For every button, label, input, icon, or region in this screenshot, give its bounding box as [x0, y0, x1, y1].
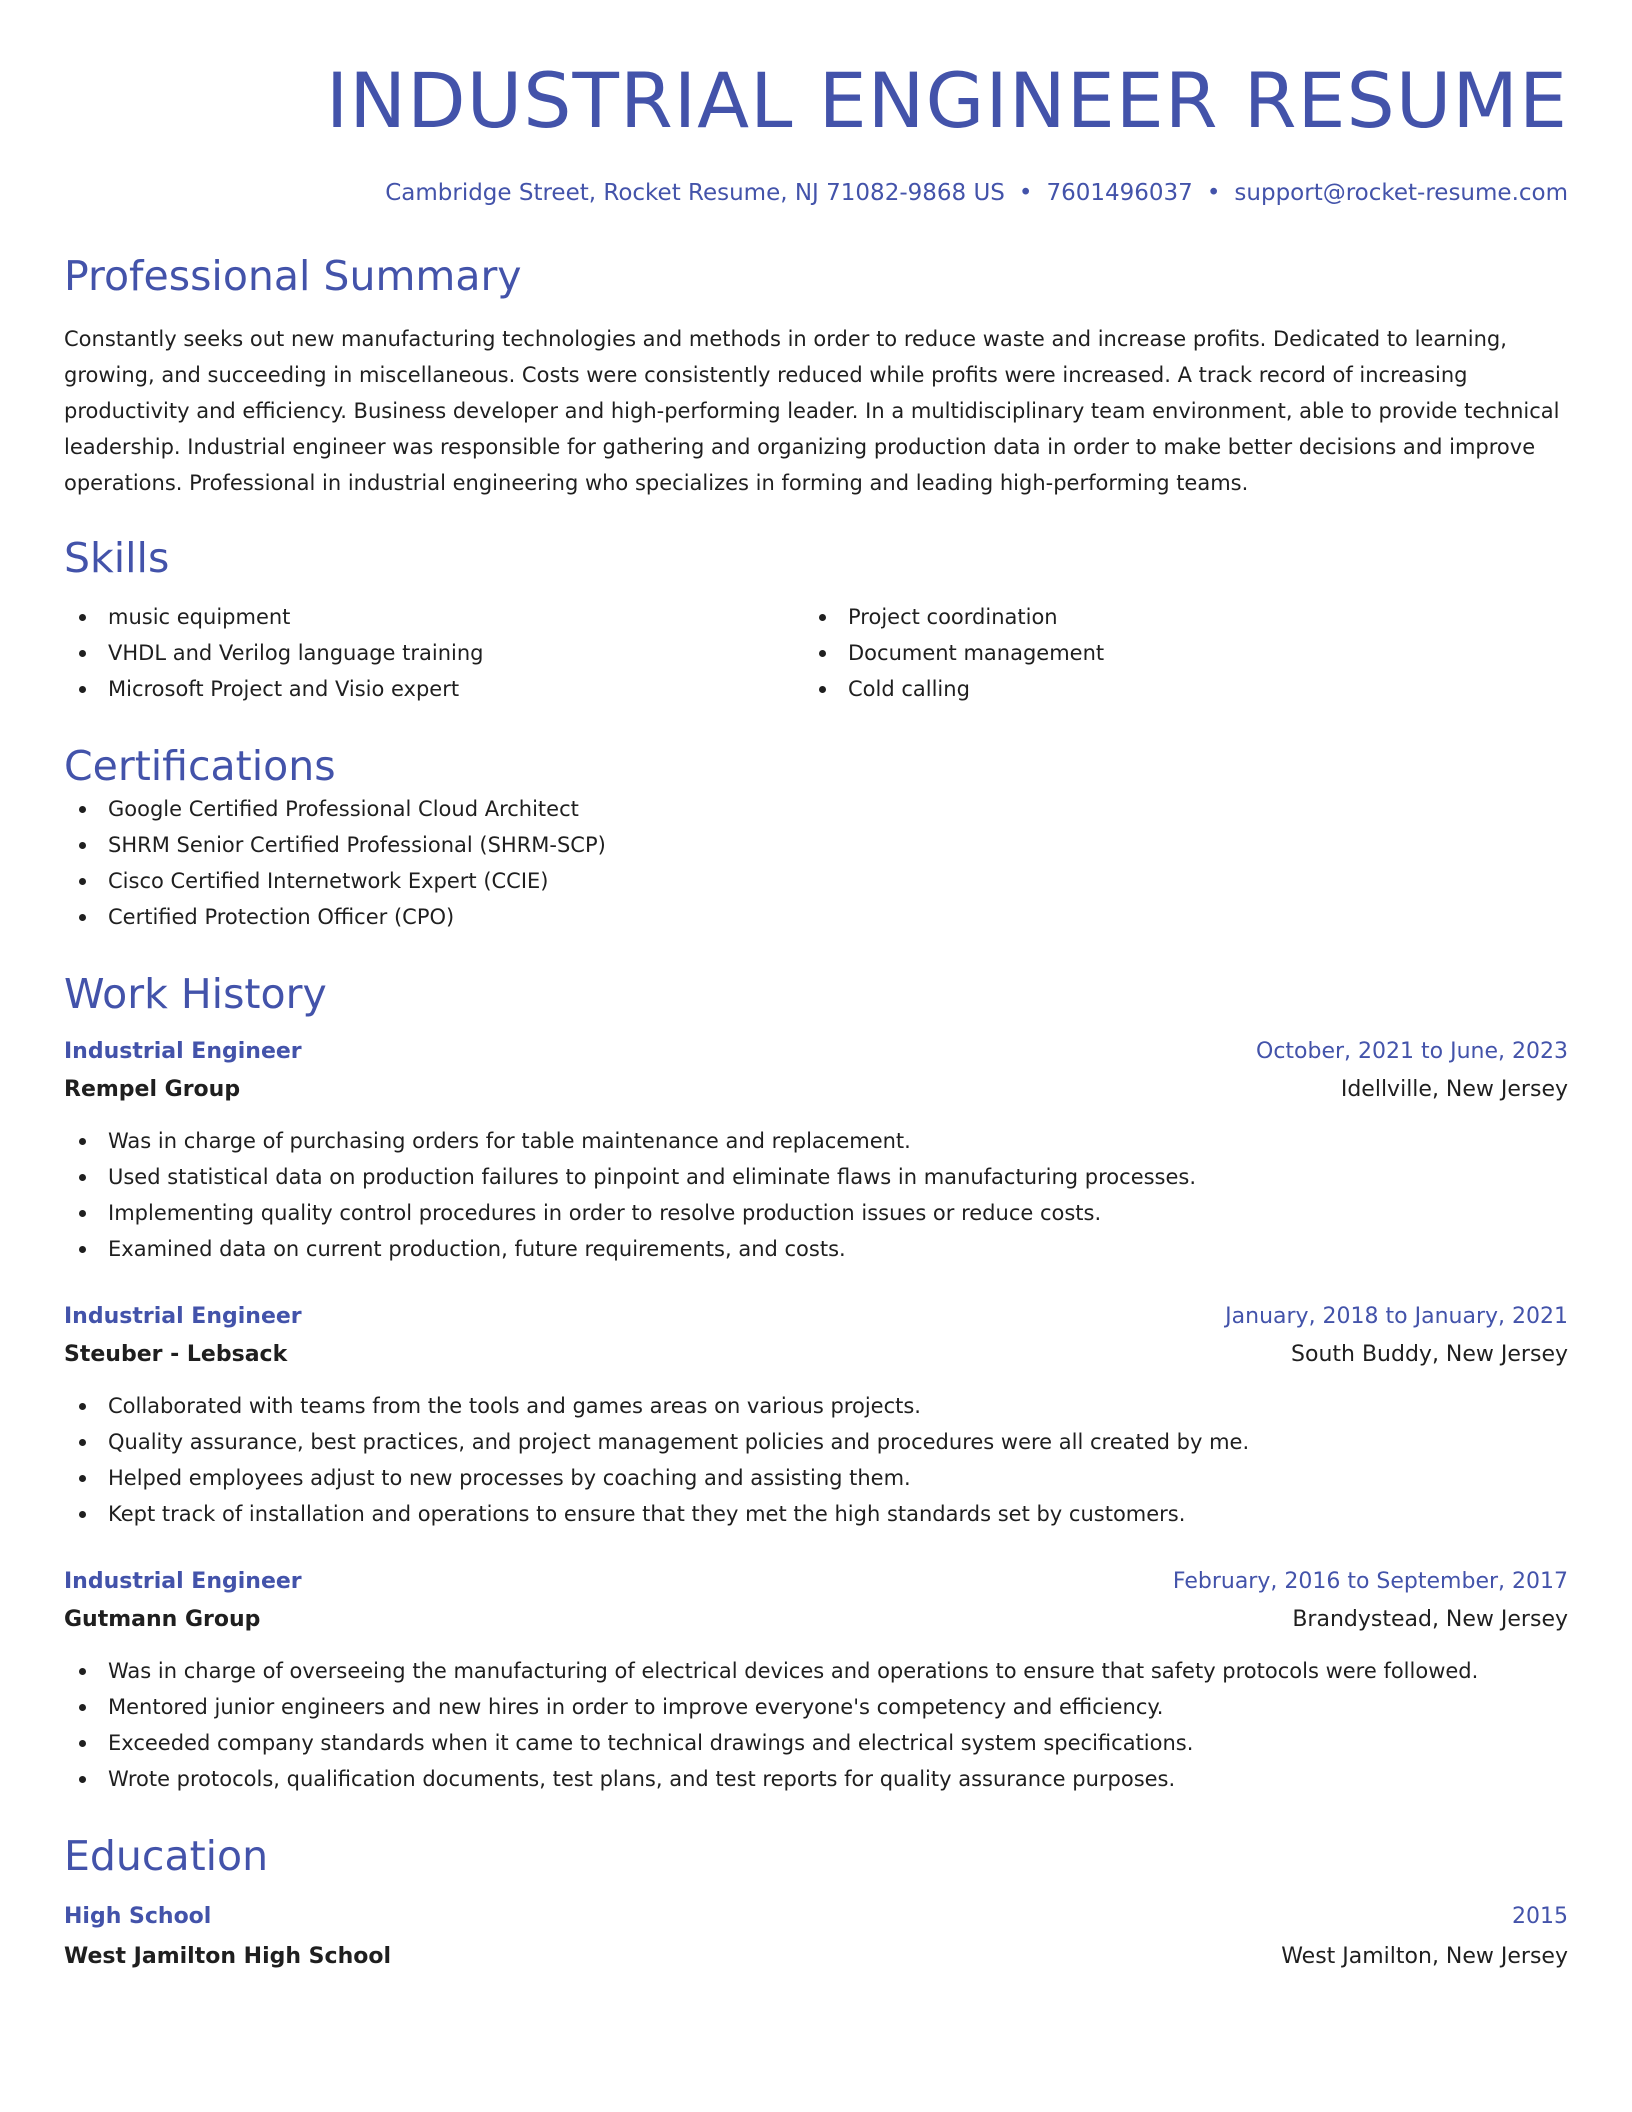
job-location: Brandystead, New Jersey — [1292, 1607, 1568, 1632]
skill-item: music equipment — [64, 599, 804, 635]
certification-item: Certified Protection Officer (CPO) — [64, 899, 1568, 935]
job-dates: January, 2018 to January, 2021 — [1225, 1304, 1568, 1329]
summary-heading: Professional Summary — [64, 252, 522, 300]
job-bullet: Used statistical data on production failures to pinpoint and eliminate flaws in manufacturing processes. — [64, 1159, 1568, 1195]
skill-item: VHDL and Verilog language training — [64, 635, 804, 671]
education-heading: Education — [64, 1832, 269, 1880]
resume-title: INDUSTRIAL ENGINEER RESUME — [325, 56, 1568, 145]
job-subheader — [64, 1071, 1568, 1109]
skill-item: Cold calling — [804, 671, 1544, 707]
job-location: Idellville, New Jersey — [1340, 1077, 1568, 1102]
job-bullet: Helped employees adjust to new processes by coaching and assisting them. — [64, 1460, 1568, 1496]
skills-column-left — [64, 599, 804, 707]
job-location: South Buddy, New Jersey — [1291, 1342, 1568, 1367]
job-dates: February, 2016 to September, 2017 — [1172, 1569, 1568, 1594]
contact-email[interactable]: support@rocket-resume.com — [1234, 180, 1568, 206]
job-dates: October, 2021 to June, 2023 — [1256, 1039, 1568, 1064]
education-location: West Jamilton, New Jersey — [1281, 1944, 1568, 1969]
education-subheader — [64, 1937, 1568, 1977]
job-company: Rempel Group — [64, 1077, 241, 1102]
skill-item: Document management — [804, 635, 1544, 671]
job-bullet: Mentored junior engineers and new hires in order to improve everyone's competency and efficiency. — [64, 1689, 1568, 1725]
contact-separator: • — [1018, 180, 1033, 206]
job-subheader — [64, 1336, 1568, 1374]
job-bullets — [64, 1123, 1568, 1267]
education-entry — [64, 1897, 1568, 1977]
certification-item: SHRM Senior Certified Professional (SHRM-SCP) — [64, 827, 1568, 863]
skills-heading: Skills — [64, 534, 170, 582]
work-history-heading: Work History — [64, 970, 327, 1018]
job-bullet: Implementing quality control procedures in order to resolve production issues or reduce costs. — [64, 1195, 1568, 1231]
job-entry — [64, 1298, 1568, 1532]
job-role: Industrial Engineer — [64, 1569, 302, 1594]
skill-item: Project coordination — [804, 599, 1544, 635]
job-bullet: Examined data on current production, future requirements, and costs. — [64, 1231, 1568, 1267]
job-bullet: Was in charge of purchasing orders for table maintenance and replacement. — [64, 1123, 1568, 1159]
certifications-heading: Certifications — [64, 742, 336, 790]
job-bullet: Exceeded company standards when it came to technical drawings and electrical system specifications. — [64, 1725, 1568, 1761]
job-role: Industrial Engineer — [64, 1039, 302, 1064]
job-bullet: Quality assurance, best practices, and project management policies and procedures were all created by me. — [64, 1424, 1568, 1460]
job-bullet: Wrote protocols, qualification documents, test plans, and test reports for quality assurance purposes. — [64, 1761, 1568, 1797]
job-entry — [64, 1563, 1568, 1797]
skills-list — [64, 599, 1568, 707]
job-entry — [64, 1033, 1568, 1267]
skill-item: Microsoft Project and Visio expert — [64, 671, 804, 707]
job-header — [64, 1298, 1568, 1336]
certification-item: Google Certified Professional Cloud Architect — [64, 791, 1568, 827]
contact-phone[interactable]: 7601496037 — [1046, 180, 1193, 206]
job-subheader — [64, 1601, 1568, 1639]
job-header — [64, 1563, 1568, 1601]
job-bullets — [64, 1388, 1568, 1532]
job-role: Industrial Engineer — [64, 1304, 302, 1329]
job-company: Steuber - Lebsack — [64, 1342, 288, 1367]
contact-address: Cambridge Street, Rocket Resume, NJ 71082-9868 US — [385, 180, 1005, 206]
contact-separator: • — [1206, 180, 1221, 206]
job-bullet: Kept track of installation and operations to ensure that they met the high standards set by customers. — [64, 1496, 1568, 1532]
education-year: 2015 — [1512, 1904, 1568, 1929]
contact-line — [64, 178, 1568, 208]
certifications-list — [64, 791, 1568, 935]
summary-text: Constantly seeks out new manufacturing technologies and methods in order to reduce waste and increase profits. Dedicated to learning, growing, and succeeding in miscellaneous. Costs were consistently reduced while profits were increased. A track record of increasing productivity and efficiency. Business developer and high-performing leader. In a multidisciplinary team environment, able to provide technical leadership. Industrial engineer was responsible for gathering and organizing production data in order to make better decisions and improve operations. Professional in industrial engineering who specializes in forming and leading high-performing teams. — [64, 327, 1560, 495]
job-bullets — [64, 1653, 1568, 1797]
education-school: West Jamilton High School — [64, 1944, 392, 1969]
certification-item: Cisco Certified Internetwork Expert (CCIE) — [64, 863, 1568, 899]
job-company: Gutmann Group — [64, 1607, 261, 1632]
education-degree: High School — [64, 1904, 212, 1929]
job-bullet: Was in charge of overseeing the manufacturing of electrical devices and operations to ensure that safety protocols were followed. — [64, 1653, 1568, 1689]
education-header — [64, 1897, 1568, 1937]
skills-column-right — [804, 599, 1544, 707]
job-bullet: Collaborated with teams from the tools and games areas on various projects. — [64, 1388, 1568, 1424]
job-header — [64, 1033, 1568, 1071]
